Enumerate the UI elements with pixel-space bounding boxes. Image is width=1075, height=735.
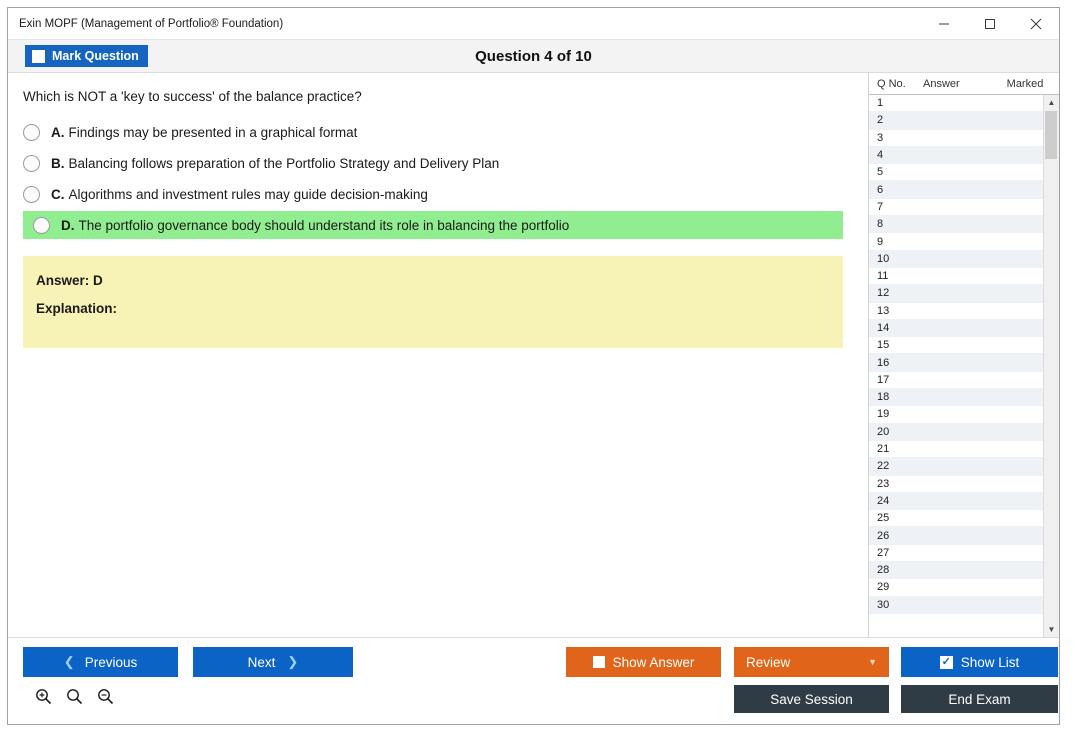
end-exam-button[interactable]: [901, 685, 1058, 713]
question-text: Which is NOT a 'key to success' of the balance practice?: [23, 89, 362, 104]
end-exam-label: End Exam: [948, 691, 1011, 707]
radio-icon[interactable]: [23, 186, 40, 203]
zoom-out-icon[interactable]: [97, 688, 114, 710]
question-list-row-number: 2: [877, 114, 884, 127]
question-list-row[interactable]: [869, 268, 1043, 285]
title-bar: [8, 8, 1059, 40]
question-list-row-number: 23: [877, 477, 890, 490]
option-letter: C.: [51, 186, 65, 202]
question-list-row-number: 18: [877, 391, 890, 404]
question-list-row[interactable]: [869, 424, 1043, 441]
question-list-row-number: 24: [877, 494, 890, 507]
column-header-answer: Answer: [923, 77, 960, 90]
mark-question-label: Mark Question: [52, 49, 139, 63]
question-list-row-number: 25: [877, 512, 890, 525]
show-answer-label: Show Answer: [612, 654, 695, 670]
question-list-row[interactable]: [869, 216, 1043, 233]
exam-window: [7, 7, 1060, 725]
options-list: [8, 118, 868, 239]
question-list-row-number: 14: [877, 322, 890, 334]
review-label: Review: [746, 654, 791, 670]
question-list-row-number: 11: [877, 270, 889, 283]
radio-icon[interactable]: [23, 124, 40, 141]
question-list-row[interactable]: [869, 372, 1043, 389]
zoom-reset-icon[interactable]: [66, 688, 83, 710]
zoom-in-icon[interactable]: [35, 688, 52, 710]
question-list-row-number: 22: [877, 460, 890, 473]
question-list-row-number: 6: [877, 183, 884, 196]
option-letter: D.: [61, 217, 75, 233]
question-list-row[interactable]: [869, 320, 1043, 337]
show-list-label: Show List: [960, 654, 1020, 670]
option-text: Balancing follows preparation of the Portfolio Strategy and Delivery Plan: [68, 155, 500, 171]
question-list-row[interactable]: [869, 458, 1043, 475]
question-list-row[interactable]: [869, 545, 1043, 562]
answer-explanation-box: [23, 256, 843, 348]
question-list-row-number: 17: [877, 373, 890, 386]
question-list-row-number: 28: [877, 564, 890, 577]
next-label: Next: [247, 654, 276, 670]
question-list-row-number: 9: [877, 235, 884, 248]
window-title: Exin MOPF (Management of Portfolio® Foundation): [19, 17, 284, 30]
next-button[interactable]: [193, 647, 353, 677]
question-list-row[interactable]: [869, 95, 1043, 112]
question-list-row[interactable]: [869, 285, 1043, 302]
question-list-row[interactable]: [869, 510, 1043, 527]
question-list-row-number: 13: [877, 304, 890, 317]
question-list-row-number: 21: [877, 443, 890, 456]
question-list-row[interactable]: [869, 441, 1043, 458]
question-list-row[interactable]: [869, 562, 1043, 579]
option-text: Findings may be presented in a graphical format: [68, 124, 358, 140]
chevron-down-icon: ▼: [868, 657, 877, 667]
option-letter: A.: [51, 124, 65, 140]
question-list-scrollbar[interactable]: [1043, 95, 1059, 637]
show-answer-button[interactable]: [566, 647, 721, 677]
option-row[interactable]: [8, 118, 868, 146]
question-list-rows[interactable]: [869, 95, 1043, 637]
show-list-button[interactable]: [901, 647, 1058, 677]
save-session-button[interactable]: [734, 685, 889, 713]
save-session-label: Save Session: [770, 691, 853, 707]
question-list-row[interactable]: [869, 354, 1043, 371]
question-list-row[interactable]: [869, 164, 1043, 181]
chevron-right-icon: ❯: [287, 654, 299, 669]
option-text: The portfolio governance body should understand its role in balancing the portfolio: [78, 217, 570, 233]
scroll-up-icon[interactable]: ▲: [1044, 95, 1059, 110]
question-list-row[interactable]: [869, 527, 1043, 544]
previous-label: Previous: [84, 654, 138, 670]
show-answer-checkbox-icon: [593, 656, 605, 668]
question-list-row[interactable]: [869, 389, 1043, 406]
question-list-row-number: 8: [877, 218, 884, 231]
question-list-row-number: 26: [877, 529, 890, 542]
question-list-row-number: 16: [877, 356, 890, 369]
question-pane: [8, 73, 868, 637]
question-list-row-number: 20: [877, 425, 890, 438]
question-list-row-number: 4: [877, 149, 884, 162]
question-list-row-number: 3: [877, 131, 884, 144]
question-list-header: [869, 73, 1059, 95]
question-list-row[interactable]: [869, 476, 1043, 493]
previous-button[interactable]: [23, 647, 178, 677]
radio-icon[interactable]: [23, 155, 40, 172]
question-list-row-number: 15: [877, 339, 890, 352]
close-icon[interactable]: [1013, 9, 1059, 39]
body-area: [8, 73, 1059, 637]
question-list-row[interactable]: [869, 493, 1043, 510]
question-list-row[interactable]: [869, 199, 1043, 216]
question-list-row-number: 27: [877, 546, 890, 559]
show-list-checkbox-icon: ✓: [941, 655, 951, 668]
question-list-row[interactable]: [869, 130, 1043, 147]
question-list-row[interactable]: [869, 181, 1043, 198]
question-list-row-number: 7: [877, 200, 884, 213]
question-list-row[interactable]: [869, 303, 1043, 320]
question-list-row-number: 10: [877, 252, 890, 265]
scroll-thumb[interactable]: [1045, 111, 1057, 159]
scroll-down-icon[interactable]: ▼: [1044, 622, 1059, 637]
question-list-row[interactable]: [869, 597, 1043, 614]
maximize-icon[interactable]: [967, 9, 1013, 39]
mark-question-checkbox-icon: [32, 50, 45, 63]
option-text: Algorithms and investment rules may guide decision-making: [68, 186, 428, 202]
option-letter: B.: [51, 155, 65, 171]
question-list-row-number: 30: [877, 598, 890, 611]
question-list-row[interactable]: [869, 337, 1043, 354]
option-row[interactable]: [8, 149, 868, 177]
mark-question-button[interactable]: [25, 45, 148, 67]
question-list-row[interactable]: [869, 112, 1043, 129]
column-header-qno: Q No.: [877, 77, 906, 90]
header-bar: [8, 40, 1059, 73]
question-list-row-number: 1: [877, 97, 884, 110]
radio-icon[interactable]: [33, 217, 50, 234]
question-list-body: [869, 95, 1059, 637]
column-header-marked: Marked: [1006, 77, 1044, 90]
question-list-row-number: 5: [877, 166, 884, 179]
question-list-row-number: 12: [877, 287, 890, 300]
footer-bar: [8, 637, 1059, 724]
explanation-label: Explanation:: [36, 301, 118, 316]
question-list-row[interactable]: [869, 579, 1043, 596]
question-list-row-number: 29: [877, 581, 890, 594]
question-list-row[interactable]: [869, 251, 1043, 268]
question-list-panel: [868, 73, 1059, 637]
question-counter: Question 4 of 10: [475, 47, 592, 65]
review-dropdown-button[interactable]: [734, 647, 889, 677]
answer-label: Answer: D: [36, 273, 103, 288]
question-list-row[interactable]: [869, 147, 1043, 164]
zoom-controls: [35, 688, 114, 710]
question-list-row-number: 19: [877, 408, 890, 421]
chevron-left-icon: ❮: [63, 654, 75, 669]
option-row-correct[interactable]: [23, 211, 843, 239]
option-row[interactable]: [8, 180, 868, 208]
question-list-row[interactable]: [869, 406, 1043, 423]
question-list-row[interactable]: [869, 233, 1043, 250]
minimize-icon[interactable]: [921, 9, 967, 39]
